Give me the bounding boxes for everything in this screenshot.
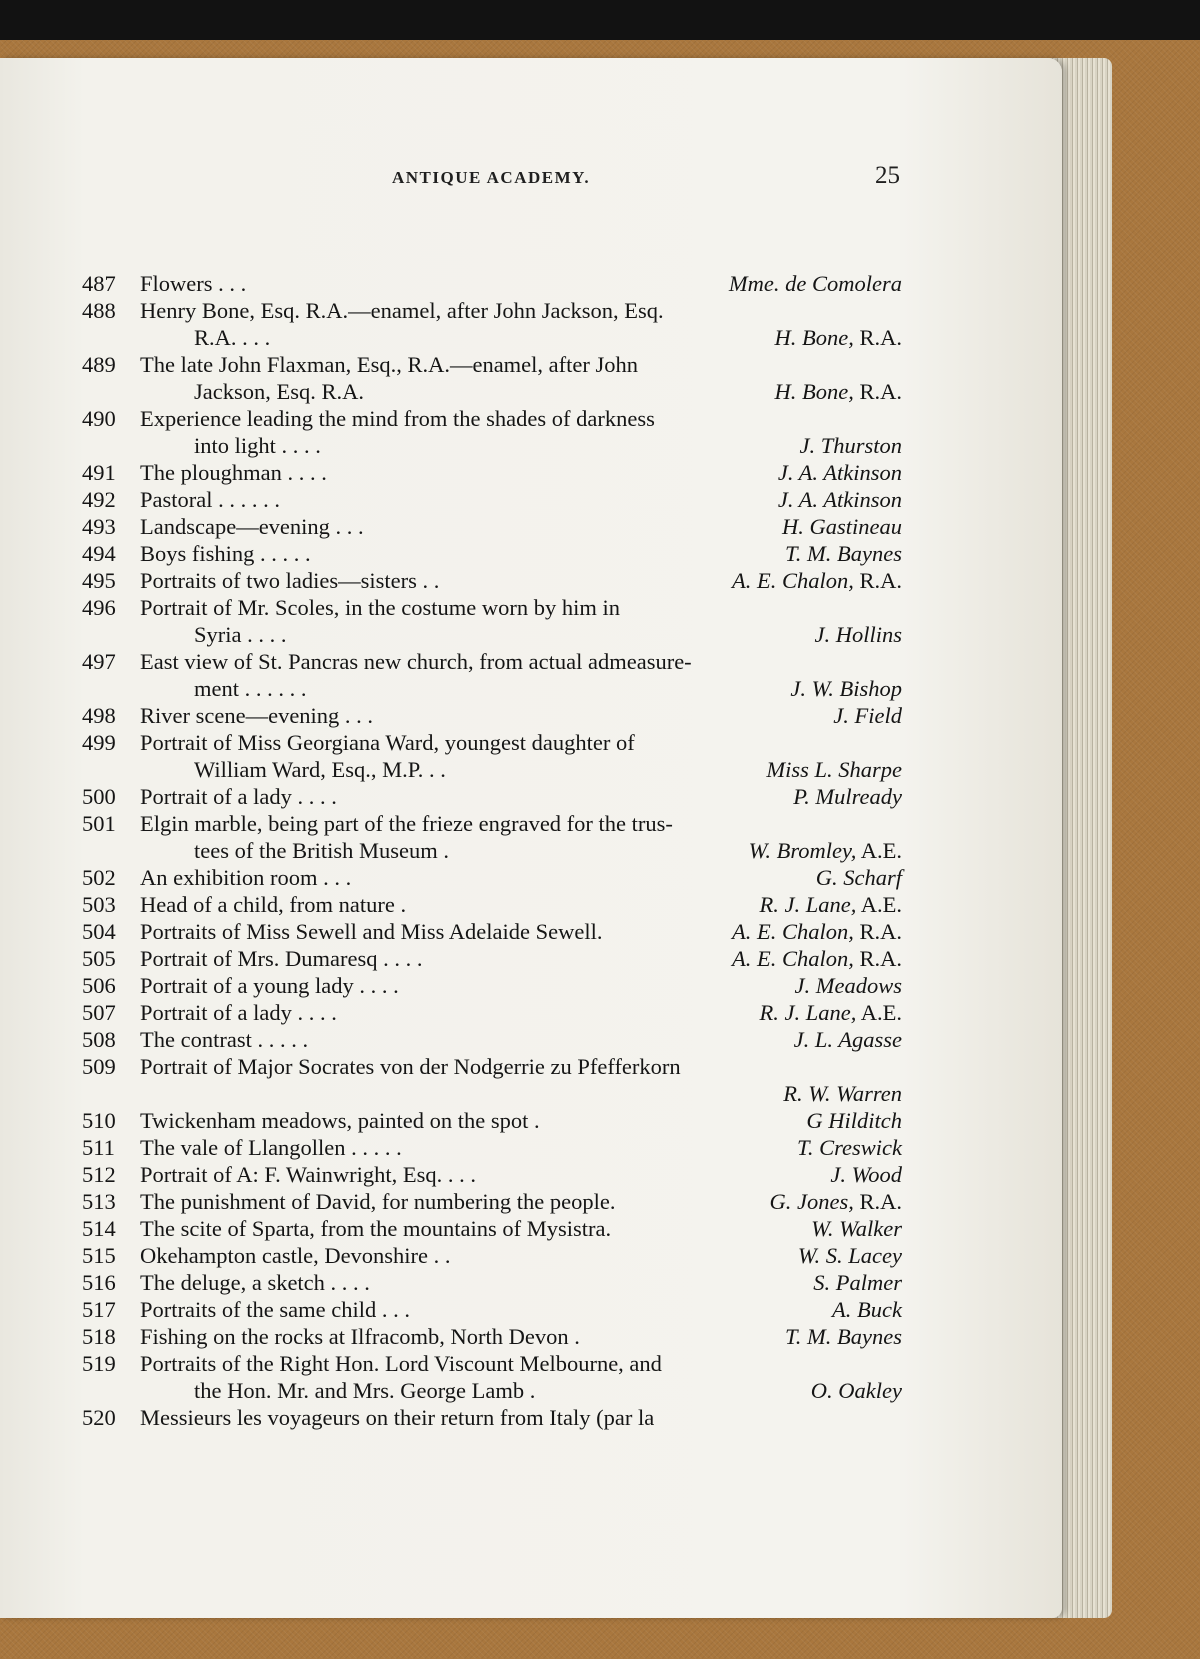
entry-artist: [832, 1296, 902, 1323]
entry-number: 507: [82, 1000, 116, 1025]
catalogue-entry: [82, 1026, 902, 1053]
artist-name: O. Oakley: [810, 1378, 902, 1403]
entry-artist: [775, 324, 903, 351]
entry-number: 516: [82, 1270, 116, 1295]
catalogue-entry: [82, 1242, 902, 1269]
entry-line: [82, 297, 902, 324]
entry-artist: [794, 1026, 902, 1053]
entry-number: 518: [82, 1324, 116, 1349]
entry-number: 520: [82, 1405, 116, 1430]
entry-artist: [760, 891, 903, 918]
entry-title: Boys fishing . . . . .: [140, 541, 311, 566]
entry-number: 512: [82, 1162, 116, 1187]
entry-number: 495: [82, 568, 116, 593]
entry-title: Flowers . . .: [140, 271, 247, 296]
entry-title: Portraits of the same child . . .: [140, 1297, 410, 1322]
entry-artist: [795, 972, 902, 999]
entry-artist: [783, 1080, 902, 1107]
artist-suffix: A.E.: [856, 838, 902, 863]
entry-title: River scene—evening . . .: [140, 703, 374, 728]
entry-line: [82, 1188, 902, 1215]
entry-line: [82, 1242, 902, 1269]
entry-artist: [816, 864, 902, 891]
artist-name: R. J. Lane,: [759, 1000, 857, 1025]
entry-line: [82, 1134, 902, 1161]
entry-title: Fishing on the rocks at Ilfracomb, North Devon .: [140, 1324, 580, 1349]
artist-name: J. Thurston: [799, 433, 902, 458]
entry-title: Portraits of Miss Sewell and Miss Adelaide Sewell.: [140, 919, 603, 944]
catalogue-entry: [82, 1350, 902, 1404]
entry-line: [82, 513, 902, 540]
entry-line: [82, 945, 902, 972]
entry-line: [82, 891, 902, 918]
entry-title: The punishment of David, for numbering the people.: [140, 1189, 616, 1214]
entry-artist: [766, 756, 902, 783]
entry-line: [82, 756, 902, 783]
catalogue-entry: [82, 729, 902, 783]
artist-name: H. Gastineau: [782, 514, 902, 539]
entry-line: [82, 594, 902, 621]
entry-line: [82, 1404, 902, 1431]
entry-number: 493: [82, 514, 116, 539]
entry-number: 502: [82, 865, 116, 890]
catalogue-entry: [82, 864, 902, 891]
entry-number: 509: [82, 1054, 116, 1079]
artist-name: T. Creswick: [797, 1135, 902, 1160]
catalogue-entry: [82, 297, 902, 351]
artist-suffix: R.A.: [853, 1189, 902, 1214]
entry-title: The contrast . . . . .: [140, 1027, 309, 1052]
entry-title: Portrait of A: F. Wainwright, Esq. . . .: [140, 1162, 476, 1187]
entry-title: Portrait of Mr. Scoles, in the costume worn by him in: [140, 595, 620, 620]
catalogue-entry: [82, 1107, 902, 1134]
entry-line: [82, 351, 902, 378]
artist-name: G. Jones,: [769, 1189, 854, 1214]
entry-number: 500: [82, 784, 116, 809]
entry-line: [82, 729, 902, 756]
entry-title: Experience leading the mind from the shades of darkness: [140, 406, 655, 431]
entry-title: Portrait of Miss Georgiana Ward, youngest daughter of: [140, 730, 635, 755]
artist-suffix: A.E.: [856, 892, 902, 917]
entry-artist: [782, 513, 902, 540]
entry-title: Portrait of a lady . . . .: [140, 784, 337, 809]
entry-number: 505: [82, 946, 116, 971]
entry-line: [82, 1107, 902, 1134]
entry-title: An exhibition room . . .: [140, 865, 352, 890]
entry-line: [82, 702, 902, 729]
entry-title: The scite of Sparta, from the mountains of Mysistra.: [140, 1216, 612, 1241]
artist-name: G Hilditch: [806, 1108, 902, 1133]
entry-title: Twickenham meadows, painted on the spot .: [140, 1108, 540, 1133]
artist-name: A. E. Chalon,: [731, 568, 854, 593]
entry-number: 514: [82, 1216, 116, 1241]
entry-line: [82, 1269, 902, 1296]
artist-name: H. Bone,: [774, 325, 854, 350]
entry-title: Messieurs les voyageurs on their return from Italy (par la: [140, 1405, 655, 1430]
catalogue-entry: [82, 351, 902, 405]
catalogue-entry: [82, 1269, 902, 1296]
entry-line: [82, 432, 902, 459]
entry-title: Jackson, Esq. R.A.: [194, 379, 364, 404]
entry-title: East view of St. Pancras new church, from actual admeasure-: [140, 649, 692, 674]
entry-number: 503: [82, 892, 116, 917]
catalogue-entry: [82, 999, 902, 1026]
entry-number: 489: [82, 352, 116, 377]
artist-name: T. M. Baynes: [784, 1324, 902, 1349]
entry-line: [82, 810, 902, 837]
entry-number: 515: [82, 1243, 116, 1268]
entry-line: [82, 540, 902, 567]
entry-artist: [798, 1242, 902, 1269]
artist-name: J. A. Atkinson: [777, 487, 902, 512]
catalogue-entry: [82, 270, 902, 297]
entry-artist: [833, 702, 902, 729]
entry-number: 511: [82, 1135, 115, 1160]
artist-name: W. Bromley,: [748, 838, 857, 863]
entry-title: Henry Bone, Esq. R.A.—enamel, after John Jackson, Esq.: [140, 298, 664, 323]
artist-name: R. J. Lane,: [759, 892, 857, 917]
catalogue-entry: [82, 1134, 902, 1161]
entry-line: [82, 675, 902, 702]
entry-line: [82, 378, 902, 405]
entry-artist: [813, 1269, 902, 1296]
entry-title: William Ward, Esq., M.P. . .: [194, 757, 446, 782]
catalogue-entry: [82, 1296, 902, 1323]
entry-line: [82, 324, 902, 351]
entry-line: [82, 1080, 902, 1107]
entry-line: [82, 1215, 902, 1242]
artist-name: W. S. Lacey: [797, 1243, 902, 1268]
running-header: [360, 162, 900, 192]
catalogue-entry: [82, 918, 902, 945]
entry-title: Portraits of two ladies—sisters . .: [140, 568, 440, 593]
entry-line: [82, 621, 902, 648]
entry-title: Portraits of the Right Hon. Lord Viscount Melbourne, and: [140, 1351, 662, 1376]
catalogue-entry: [82, 945, 902, 972]
catalogue-entry: [82, 405, 902, 459]
catalogue-entry: [82, 1161, 902, 1188]
entry-artist: [770, 1188, 903, 1215]
entry-title: ment . . . . . .: [194, 676, 307, 701]
artist-suffix: R.A.: [853, 568, 902, 593]
artist-suffix: R.A.: [853, 379, 902, 404]
entry-line: [82, 972, 902, 999]
artist-name: J. A. Atkinson: [777, 460, 902, 485]
artist-name: Miss L. Sharpe: [766, 757, 902, 782]
entry-title: Elgin marble, being part of the frieze engraved for the trus-: [140, 811, 673, 836]
entry-number: 508: [82, 1027, 116, 1052]
entry-title: The deluge, a sketch . . . .: [140, 1270, 370, 1295]
catalogue-entry: [82, 1404, 902, 1431]
artist-name: S. Palmer: [813, 1270, 902, 1295]
entry-line: [82, 918, 902, 945]
artist-name: J. Meadows: [794, 973, 902, 998]
artist-name: A. E. Chalon,: [731, 919, 854, 944]
entry-artist: [793, 783, 902, 810]
artist-name: G. Scharf: [815, 865, 902, 890]
catalogue-entry: [82, 513, 902, 540]
entry-title: Portrait of Mrs. Dumaresq . . . .: [140, 946, 423, 971]
entry-artist: [811, 1215, 902, 1242]
entry-title: Syria . . . .: [194, 622, 287, 647]
entry-artist: [797, 1134, 902, 1161]
entry-title: R.A. . . .: [194, 325, 271, 350]
entry-line: [82, 783, 902, 810]
entry-line: [82, 1323, 902, 1350]
entry-number: 517: [82, 1297, 116, 1322]
entry-number: 510: [82, 1108, 116, 1133]
entry-line: [82, 999, 902, 1026]
entry-number: 492: [82, 487, 116, 512]
entry-line: [82, 837, 902, 864]
catalogue-entry: [82, 459, 902, 486]
entry-title: The vale of Llangollen . . . . .: [140, 1135, 402, 1160]
entry-number: 499: [82, 730, 116, 755]
entry-number: 487: [82, 271, 116, 296]
catalogue-entry: [82, 783, 902, 810]
artist-name: A. Buck: [832, 1297, 902, 1322]
entry-artist: [799, 432, 902, 459]
entry-number: 497: [82, 649, 116, 674]
entry-artist: [815, 621, 903, 648]
running-title: ANTIQUE ACADEMY.: [392, 168, 591, 187]
entry-artist: [806, 1107, 902, 1134]
artist-suffix: R.A.: [853, 919, 902, 944]
entry-number: 490: [82, 406, 116, 431]
entry-number: 496: [82, 595, 116, 620]
entry-line: [82, 1296, 902, 1323]
catalogue-entries: [82, 270, 902, 1431]
entry-line: [82, 864, 902, 891]
entry-title: Portrait of Major Socrates von der Nodgerrie zu Pfefferkorn: [140, 1054, 681, 1079]
entry-number: 501: [82, 811, 116, 836]
entry-artist: [729, 270, 902, 297]
artist-name: J. Field: [833, 703, 902, 728]
entry-number: 504: [82, 919, 116, 944]
catalogue-entry: [82, 972, 902, 999]
catalogue-entry: [82, 702, 902, 729]
entry-artist: [732, 567, 902, 594]
artist-name: J. Wood: [830, 1162, 902, 1187]
catalogue-entry: [82, 1323, 902, 1350]
entry-artist: [811, 1377, 902, 1404]
entry-line: [82, 648, 902, 675]
entry-artist: [732, 918, 902, 945]
entry-title: Pastoral . . . . . .: [140, 487, 280, 512]
entry-title: The ploughman . . . .: [140, 460, 327, 485]
entry-number: 519: [82, 1351, 116, 1376]
entry-number: 498: [82, 703, 116, 728]
catalogue-entry: [82, 567, 902, 594]
artist-name: R. W. Warren: [783, 1081, 902, 1106]
artist-suffix: R.A.: [853, 946, 902, 971]
artist-name: T. M. Baynes: [784, 541, 902, 566]
entry-line: [82, 1161, 902, 1188]
artist-name: J. Hollins: [814, 622, 902, 647]
catalogue-entry: [82, 594, 902, 648]
entry-number: 494: [82, 541, 116, 566]
entry-line: [82, 270, 902, 297]
entry-artist: [785, 540, 902, 567]
page-number: 25: [875, 162, 900, 189]
catalogue-entry: [82, 540, 902, 567]
entry-artist: [790, 675, 902, 702]
artist-name: J. W. Bishop: [790, 676, 902, 701]
entry-title: the Hon. Mr. and Mrs. George Lamb .: [194, 1378, 536, 1403]
artist-name: H. Bone,: [774, 379, 854, 404]
entry-artist: [775, 378, 903, 405]
artist-name: Mme. de Comolera: [728, 271, 902, 296]
artist-name: A. E. Chalon,: [731, 946, 854, 971]
entry-line: [82, 459, 902, 486]
catalogue-entry: [82, 810, 902, 864]
entry-line: [82, 567, 902, 594]
entry-title: Portrait of a lady . . . .: [140, 1000, 337, 1025]
entry-artist: [732, 945, 902, 972]
entry-title: The late John Flaxman, Esq., R.A.—enamel, after John: [140, 352, 639, 377]
catalogue-entry: [82, 891, 902, 918]
catalogue-entry: [82, 1188, 902, 1215]
entry-artist: [778, 486, 902, 513]
entry-number: 506: [82, 973, 116, 998]
catalogue-entry: [82, 648, 902, 702]
entry-number: 513: [82, 1189, 116, 1214]
entry-artist: [778, 459, 902, 486]
artist-name: P. Mulready: [793, 784, 902, 809]
entry-number: 488: [82, 298, 116, 323]
artist-suffix: R.A.: [853, 325, 902, 350]
entry-artist: [749, 837, 902, 864]
artist-suffix: A.E.: [856, 1000, 902, 1025]
entry-line: [82, 1053, 902, 1080]
entry-line: [82, 405, 902, 432]
entry-line: [82, 486, 902, 513]
entry-line: [82, 1377, 902, 1404]
entry-title: into light . . . .: [194, 433, 321, 458]
catalogue-entry: [82, 486, 902, 513]
entry-line: [82, 1026, 902, 1053]
entry-artist: [830, 1161, 902, 1188]
entry-title: Landscape—evening . . .: [140, 514, 364, 539]
entry-number: 491: [82, 460, 116, 485]
entry-line: [82, 1350, 902, 1377]
artist-name: J. L. Agasse: [793, 1027, 902, 1052]
entry-title: Portrait of a young lady . . . .: [140, 973, 399, 998]
artist-name: W. Walker: [811, 1216, 902, 1241]
entry-artist: [760, 999, 903, 1026]
catalogue-entry: [82, 1053, 902, 1107]
entry-title: Okehampton castle, Devonshire . .: [140, 1243, 451, 1268]
catalogue-entry: [82, 1215, 902, 1242]
entry-artist: [785, 1323, 902, 1350]
entry-title: tees of the British Museum .: [194, 838, 449, 863]
entry-title: Head of a child, from nature .: [140, 892, 407, 917]
